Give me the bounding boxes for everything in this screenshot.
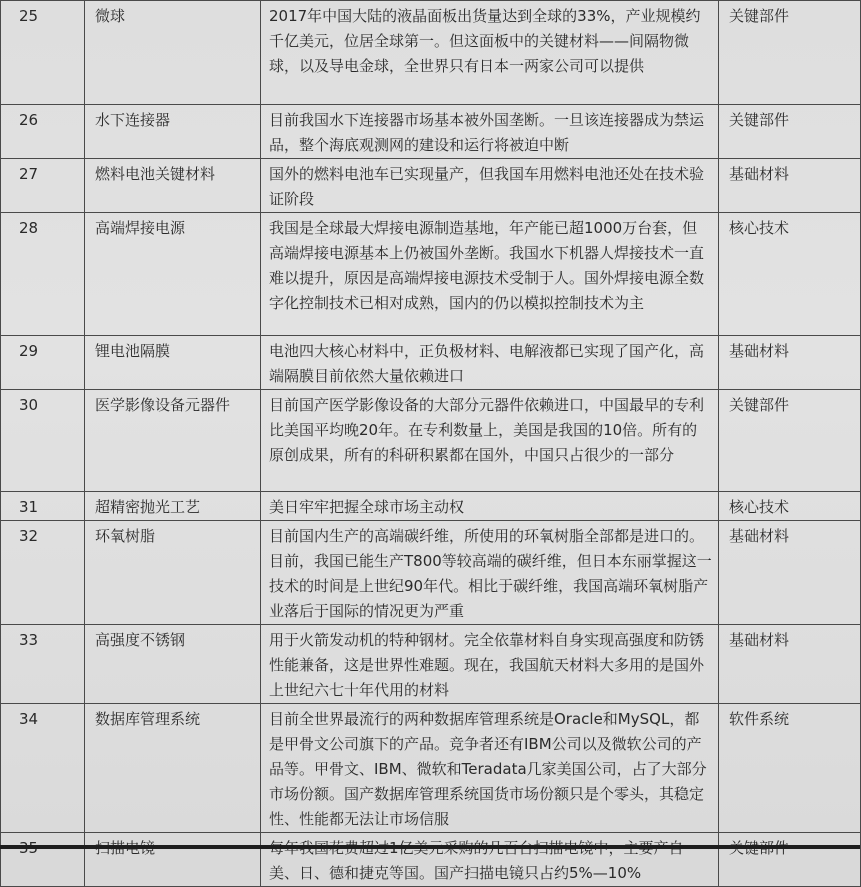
row-number: 28: [1, 213, 85, 336]
row-number: 27: [1, 159, 85, 213]
item-description: 美、日、德和捷克等国。国产扫描电镜只占约5%—10%: [261, 833, 719, 887]
item-name: 数据库管理系统: [85, 704, 261, 833]
item-category: 关键部件: [719, 1, 861, 105]
page-bottom-edge: [0, 845, 860, 849]
item-category: 基础材料: [719, 159, 861, 213]
table-row: [1, 492, 861, 521]
item-description: 目前全世界最流行的两种数据库管理系统是Oracle和MySQL，都是甲骨文公司旗下的产品。竞争者还有IBM公司以及微软公司的产品等。甲骨文、IBM、微软和Teradata几家美国公司，占了大部分市场份额。国产数据库管理系统国货市场份额只是个零头，其稳定性、性能都无法让市场信服: [261, 704, 719, 833]
table-row: [1, 390, 861, 492]
item-description: 2017年中国大陆的液晶面板出货量达到全球的33%，产业规模约千亿美元，位居全球第一。但这面板中的关键材料——间隔物微球，以及导电金球，全世界只有日本一两家公司可以提供: [261, 1, 719, 105]
item-name: 环氧树脂: [85, 521, 261, 625]
table-row: [1, 213, 861, 336]
item-description: 美日牢牢把握全球市场主动权: [261, 492, 719, 521]
item-description: 我国是全球最大焊接电源制造基地，年产能已超1000万台套，但高端焊接电源基本上仍被国外垄断。我国水下机器人焊接技术一直难以提升，原因是高端焊接电源技术受制于人。国外焊接电源全数字化控制技术已相对成熟，国内的仍以模拟控制技术为主: [261, 213, 719, 336]
row-number: 32: [1, 521, 85, 625]
row-number: 29: [1, 336, 85, 390]
item-name: 燃料电池关键材料: [85, 159, 261, 213]
item-name: 高强度不锈钢: [85, 625, 261, 704]
item-description: 用于火箭发动机的特种钢材。完全依靠材料自身实现高强度和防锈性能兼备，这是世界性难题。现在，我国航天材料大多用的是国外上世纪六七十年代用的材料: [261, 625, 719, 704]
table-row: [1, 336, 861, 390]
item-description: 目前国产医学影像设备的大部分元器件依赖进口，中国最早的专利比美国平均晚20年。在专利数量上，美国是我国的10倍。所有的原创成果，所有的科研积累都在国外，中国只占很少的一部分: [261, 390, 719, 492]
row-number: 31: [1, 492, 85, 521]
table-row: [1, 833, 861, 887]
item-description: 电池四大核心材料中，正负极材料、电解液都已实现了国产化，高端隔膜目前依然大量依赖进口: [261, 336, 719, 390]
item-description: 目前我国水下连接器市场基本被外国垄断。一旦该连接器成为禁运品，整个海底观测网的建设和运行将被迫中断: [261, 105, 719, 159]
table-row: [1, 521, 861, 625]
table-row: [1, 105, 861, 159]
item-category: 核心技术: [719, 492, 861, 521]
table-row: [1, 625, 861, 704]
item-category: 关键部件: [719, 105, 861, 159]
item-category: 基础材料: [719, 521, 861, 625]
row-number: 34: [1, 704, 85, 833]
item-name: 超精密抛光工艺: [85, 492, 261, 521]
table-row: [1, 1, 861, 105]
item-description: 国外的燃料电池车已实现量产，但我国车用燃料电池还处在技术验证阶段: [261, 159, 719, 213]
table-row: [1, 159, 861, 213]
row-number: 33: [1, 625, 85, 704]
item-category: [719, 833, 861, 887]
row-number: [1, 833, 85, 887]
item-name: 水下连接器: [85, 105, 261, 159]
item-category: 基础材料: [719, 625, 861, 704]
item-name: [85, 833, 261, 887]
item-name: 高端焊接电源: [85, 213, 261, 336]
table-body: [1, 1, 861, 887]
row-number: 30: [1, 390, 85, 492]
item-description: 目前国内生产的高端碳纤维，所使用的环氧树脂全部都是进口的。目前，我国已能生产T800等较高端的碳纤维，但日本东丽掌握这一技术的时间是上世纪90年代。相比于碳纤维，我国高端环氧树脂产业落后于国际的情况更为严重: [261, 521, 719, 625]
item-category: 关键部件: [719, 390, 861, 492]
item-name: 医学影像设备元器件: [85, 390, 261, 492]
item-category: 软件系统: [719, 704, 861, 833]
item-name: 微球: [85, 1, 261, 105]
item-category: 基础材料: [719, 336, 861, 390]
table-row: [1, 704, 861, 833]
item-category: 核心技术: [719, 213, 861, 336]
row-number: 26: [1, 105, 85, 159]
row-number: 25: [1, 1, 85, 105]
item-name: 锂电池隔膜: [85, 336, 261, 390]
